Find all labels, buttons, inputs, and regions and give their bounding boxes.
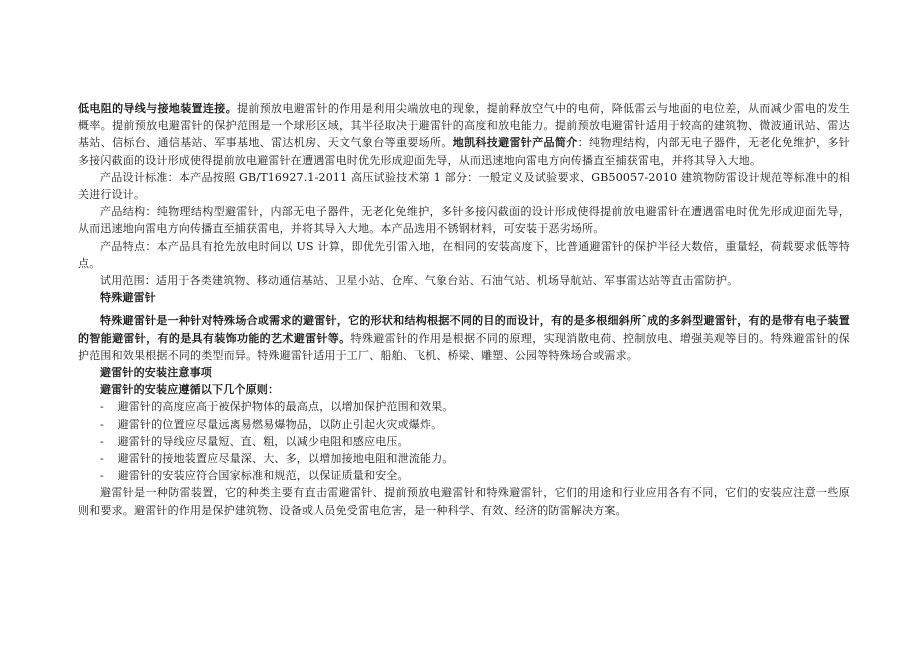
heading-special-lightning-rod: 特殊避雷针 [100, 291, 156, 305]
paragraph-lightning-rod-intro [78, 100, 850, 169]
paragraph-design-standard: 产品设计标准：本产品按照 GB/T16927.1-2011 高压试验技术第 1 部分：一般定义及试验要求、GB50057-2010 建筑物防雷设计规范等标准中的相关进行设计。 [78, 170, 850, 202]
paragraph-special-lightning-rod [78, 312, 850, 364]
list-item [78, 416, 850, 433]
list-item-text: 避雷针的高度应高于被保护物体的最高点，以增加保护范围和效果。 [117, 400, 454, 414]
paragraph-product-structure: 产品结构：纯物理结构型避雷针，内部无电子器件，无老化免维护，多针多接闪截面的设计形成使得提前放电避雷针在遭遇雷电时优先形成迎面先导，从而迅速地向雷电方向传播直至捕获雷电，并将其导入大地。本产品选用不锈钢材料，可安装于恶劣场所。 [78, 205, 850, 236]
list-dash: - [100, 469, 104, 483]
text-early-discharge: 提前预放电避雷针的作用是利用尖端放电的现象，提前释放空气中的电荷，降低雷云与地面的电位差，从而减少雷电的发生概率。提前预放电避雷针的保护范围是一个球形区域，其半径取决于避雷针的高度和放电能力。提前预放电避雷针适用于较高的建筑物、微波通讯站、雷达基站、信标台、通信基站、军事基地、雷达机房、天文气象台等重要场所。 [78, 102, 850, 150]
list-item-text: 避雷针的安装应符合国家标准和规范，以保证质量和安全。 [117, 469, 409, 483]
bold-special-definition: 特殊避雷针是一种针对特殊场合或需求的避雷针，它的形状和结构根据不同的目的而设计，有的是多根细斜所ˆ成的多斜型避雷针，有的是带有电子装置的智能避雷针，有的是具有装饰功能的艺术避雷针等。 [78, 314, 850, 345]
list-item-text: 避雷针的位置应尽量远离易燃易爆物品，以防止引起火灾或爆炸。 [117, 417, 443, 431]
text-special-detail: 特殊避雷针的作用是根据不同的原理，实现消散电荷、控制放电、增强美观等目的。特殊避雷针的保护范围和效果根据不同的类型而异。特殊避雷针适用于工厂、船舶、飞机、桥梁、雕塑、公园等特殊场合或需求。 [78, 331, 850, 362]
text-product-intro: ：纯物理结构，内部无电子器件，无老化免维护，多针多接闪截面的设计形成使得提前放电避雷针在遭遇雷电时优先形成迎面先导，从而迅速地向雷电方向传播直至捕获雷电，并将其导入大地。 [78, 136, 850, 167]
paragraph-scope: 试用范围：适用于各类建筑物、移动通信基站、卫星小站、仓库、气象台站、石油气站、机场导航站、军事雷达站等直击雷防护。 [100, 274, 739, 288]
list-item [78, 398, 850, 415]
list-dash: - [100, 452, 104, 466]
bold-lead-grounding: 低电阻的导线与接地装置连接。 [78, 102, 237, 115]
list-item-text: 避雷针的导线应尽量短、直、粗，以减少电阻和感应电压。 [117, 434, 409, 448]
paragraph-summary: 避雷针是一种防雷装置，它的种类主要有直击雷避雷针、提前预放电避雷针和特殊避雷针，它们的用途和行业应用各有不同，它们的安装应注意一些原则和要求。避雷针的作用是保护建筑物、设备或人员免受雷电危害，是一种科学、有效、经济的防雷解决方案。 [78, 486, 850, 517]
list-dash: - [100, 417, 104, 431]
list-item [78, 433, 850, 450]
principles-list [78, 398, 850, 484]
list-item [78, 467, 850, 484]
list-dash: - [100, 434, 104, 448]
paragraph-product-features: 产品特点：本产品具有抢先放电时间以 US 计算，即优先引雷入地，在相同的安装高度下，比普通避雷针的保护半径大数倍，重量轻，荷载要求低等特点。 [78, 239, 850, 270]
list-item-text: 避雷针的接地装置应尽量深、大、多，以增加接地电阻和泄流能力。 [117, 452, 454, 466]
list-dash: - [100, 400, 104, 414]
heading-installation-principles: 避雷针的安装应遵循以下几个原则： [100, 383, 280, 397]
list-item [78, 450, 850, 467]
bold-product-intro: 地凯科技避雷针产品简介 [452, 136, 578, 150]
heading-installation-notes: 避雷针的安装注意事项 [100, 366, 212, 380]
document-body [78, 100, 850, 519]
